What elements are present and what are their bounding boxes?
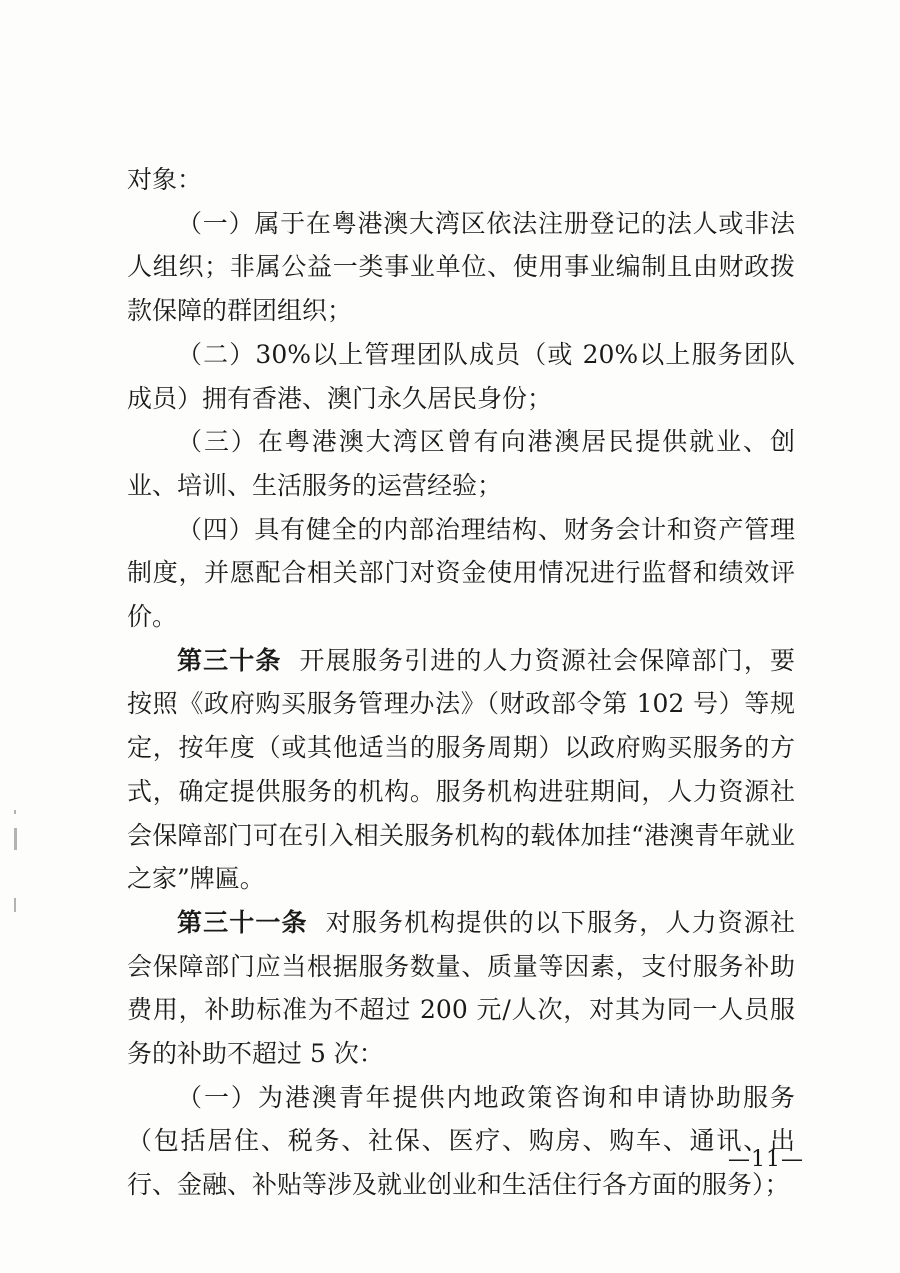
article-label: 第三十一条 bbox=[177, 907, 308, 937]
clause-1 bbox=[127, 202, 795, 333]
paragraph-text: （一）属于在粤港澳大湾区依法注册登记的法人或非法人组织；非属公益一类事业单位、使用事业编制且由财政拨款保障的群团组织； bbox=[127, 208, 795, 326]
paragraph-text: （一）为港澳青年提供内地政策咨询和申请协助服务（包括居住、税务、社保、医疗、购房、购车、通讯、出行、金融、补贴等涉及就业创业和生活住行各方面的服务）； bbox=[127, 1082, 795, 1200]
paragraph-text: （三）在粤港澳大湾区曾有向港澳居民提供就业、创业、培训、生活服务的运营经验； bbox=[127, 427, 795, 500]
paragraph-continuation bbox=[127, 158, 795, 202]
clause-4 bbox=[127, 508, 795, 639]
binding-mark bbox=[14, 810, 16, 814]
document-body bbox=[127, 158, 795, 1207]
binding-mark bbox=[14, 828, 17, 850]
clause-2 bbox=[127, 333, 795, 420]
article-30 bbox=[127, 639, 795, 901]
article-label: 第三十条 bbox=[177, 645, 282, 675]
paragraph-text: （二）30%以上管理团队成员（或 20%以上服务团队成员）拥有香港、澳门永久居民身份； bbox=[127, 339, 795, 413]
paragraph-text: 对象： bbox=[127, 165, 203, 194]
paragraph-text: 对服务机构提供的以下服务，人力资源社会保障部门应当根据服务数量、质量等因素，支付服务补助费用，补助标准为不超过 200 元/人次，对其为同一人员服务的补助不超过 5 次： bbox=[127, 907, 795, 1069]
page-number: —11— bbox=[728, 1147, 804, 1172]
paragraph-text: 开展服务引进的人力资源社会保障部门，要按照《政府购买服务管理办法》（财政部令第 102 号）等规定，按年度（或其他适当的服务周期）以政府购买服务的方式，确定提供服务的机构。服务机构进驻期间，人力资源社会保障部门可在引入相关服务机构的载体加挂“港澳青年就业之家”牌匾。 bbox=[127, 645, 795, 894]
article-31 bbox=[127, 901, 795, 1076]
clause-3 bbox=[127, 420, 795, 507]
paragraph-text: （四）具有健全的内部治理结构、财务会计和资产管理制度，并愿配合相关部门对资金使用情况进行监督和绩效评价。 bbox=[127, 514, 795, 632]
clause-1 bbox=[127, 1076, 795, 1207]
binding-mark bbox=[14, 898, 16, 912]
